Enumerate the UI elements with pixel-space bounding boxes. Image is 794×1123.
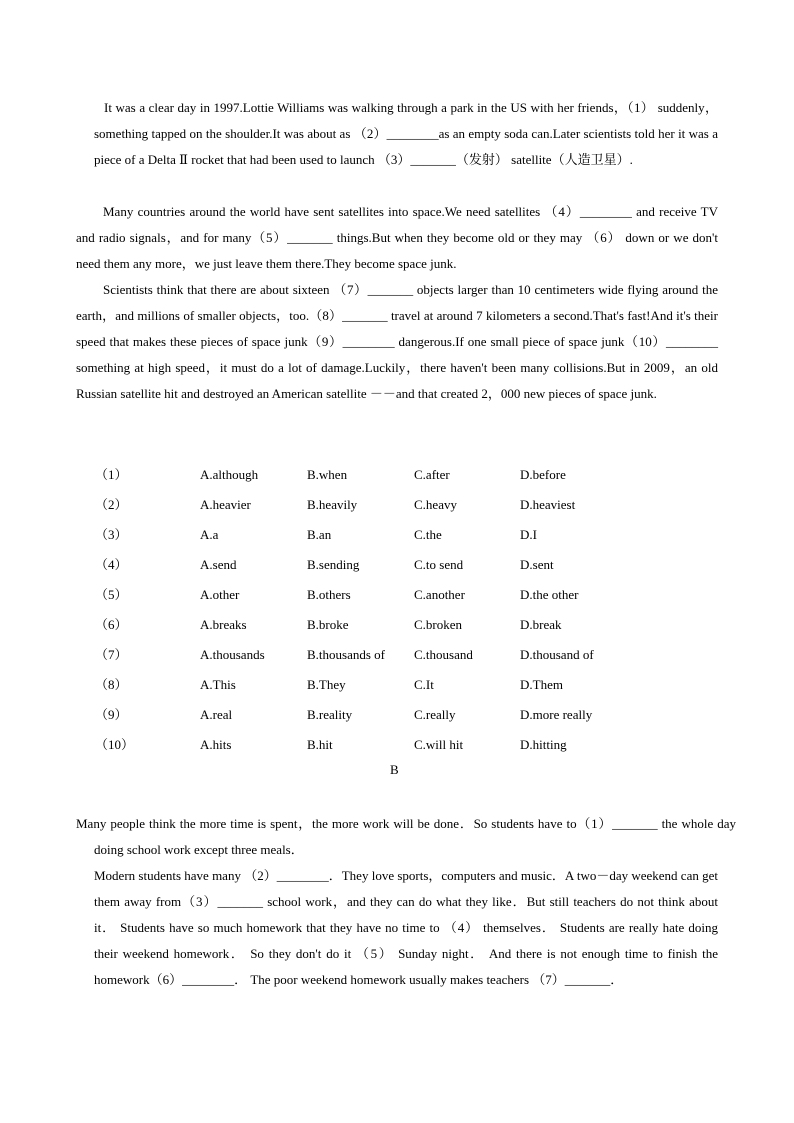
option-row: [95, 460, 655, 490]
option-b: B.thousands of: [307, 647, 385, 662]
option-b: B.reality: [307, 707, 353, 722]
option-b: B.sending: [307, 557, 360, 572]
option-d: D.sent: [520, 557, 554, 572]
option-c: C.will hit: [414, 737, 464, 752]
option-b: B.They: [307, 677, 346, 692]
question-number: （8）: [95, 677, 128, 692]
option-b: B.others: [307, 587, 351, 602]
option-row: [95, 730, 655, 760]
option-c: C.broken: [414, 617, 463, 632]
option-d: D.hitting: [520, 737, 567, 752]
option-a: A.send: [200, 557, 237, 572]
option-c: C.to send: [414, 557, 464, 572]
passage-b-paragraph-2: Modern students have many （2）________．They love sports，computers and music．A two－day weekend can get them away from（3）_______ school work，and they can do what they like．But still teachers do not think about it． Students have so much homework that they have no time to （4） themselves． Students are really hate doing their weekend homework． So they don't do it （5） Sunday night． And there is not enough time to finish the homework（6）________． The poor weekend homework usually makes teachers （7）_______．: [94, 868, 718, 987]
option-a: A.real: [200, 707, 233, 722]
question-number: （10）: [95, 737, 135, 752]
option-c: C.heavy: [414, 497, 457, 512]
option-c: C.the: [414, 527, 442, 542]
option-row: [95, 550, 655, 580]
option-d: D.Them: [520, 677, 563, 692]
option-d: D.I: [520, 527, 537, 542]
option-a: A.although: [200, 467, 259, 482]
passage-a-paragraph-1: It was a clear day in 1997.Lottie Williams was walking through a park in the US with her friends，（1） suddenly，something tapped on the shoulder.It was about as （2）________as an empty soda can.Later scientists told her it was a piece of a Delta Ⅱ rocket that had been used to launch （3）_______（发射） satellite（人造卫星）.: [94, 100, 718, 167]
option-c: C.another: [414, 587, 465, 602]
option-d: D.break: [520, 617, 562, 632]
option-c: C.thousand: [414, 647, 473, 662]
passage-a-paragraph-2: Many countries around the world have sent satellites into space.We need satellites （4）________ and receive TV and radio signals，and for many（5）_______ things.But when they become old or they may （6） down or we don't need them any more，we just leave them there.They become space junk.: [76, 204, 718, 271]
option-row: [95, 700, 655, 730]
option-a: A.thousands: [200, 647, 265, 662]
question-number: （6）: [95, 617, 128, 632]
option-d: D.heaviest: [520, 497, 576, 512]
option-b: B.heavily: [307, 497, 358, 512]
passage-b-paragraph-1: Many people think the more time is spent，the more work will be done．So students have to（1）_______ the whole day doing school work except three meals．: [76, 816, 736, 857]
question-number: （2）: [95, 497, 128, 512]
option-row: [95, 670, 655, 700]
option-c: C.really: [414, 707, 456, 722]
option-a: A.heavier: [200, 497, 251, 512]
option-row: [95, 520, 655, 550]
question-number: （9）: [95, 707, 128, 722]
option-a: A.hits: [200, 737, 232, 752]
option-row: [95, 640, 655, 670]
option-a: A.other: [200, 587, 240, 602]
option-row: [95, 580, 655, 610]
option-d: D.more really: [520, 707, 593, 722]
option-b: B.hit: [307, 737, 333, 752]
option-a: A.This: [200, 677, 236, 692]
option-b: B.when: [307, 467, 348, 482]
option-row: [95, 610, 655, 640]
option-row: [95, 490, 655, 520]
option-d: D.before: [520, 467, 566, 482]
option-c: C.after: [414, 467, 450, 482]
option-d: D.thousand of: [520, 647, 594, 662]
question-number: （3）: [95, 527, 128, 542]
section-b-label: B: [390, 762, 399, 777]
options-table: [95, 460, 655, 760]
question-number: （5）: [95, 587, 128, 602]
option-a: A.breaks: [200, 617, 247, 632]
option-d: D.the other: [520, 587, 579, 602]
option-a: A.a: [200, 527, 219, 542]
question-number: （4）: [95, 557, 128, 572]
option-b: B.broke: [307, 617, 349, 632]
option-c: C.It: [414, 677, 434, 692]
option-b: B.an: [307, 527, 332, 542]
passage-a-paragraph-3: Scientists think that there are about sixteen （7）_______ objects larger than 10 centimeters wide flying around the earth，and millions of smaller objects，too.（8）_______ travel at around 7 kilometers a second.That's fast!And it's their speed that makes these pieces of space junk（9）________ dangerous.If one small piece of space junk（10）________ something at high speed，it must do a lot of damage.Luckily，there haven't been many collisions.But in 2009，an old Russian satellite hit and destroyed an American satellite －－and that created 2，000 new pieces of space junk.: [76, 282, 718, 401]
question-number: （1）: [95, 467, 128, 482]
question-number: （7）: [95, 647, 128, 662]
